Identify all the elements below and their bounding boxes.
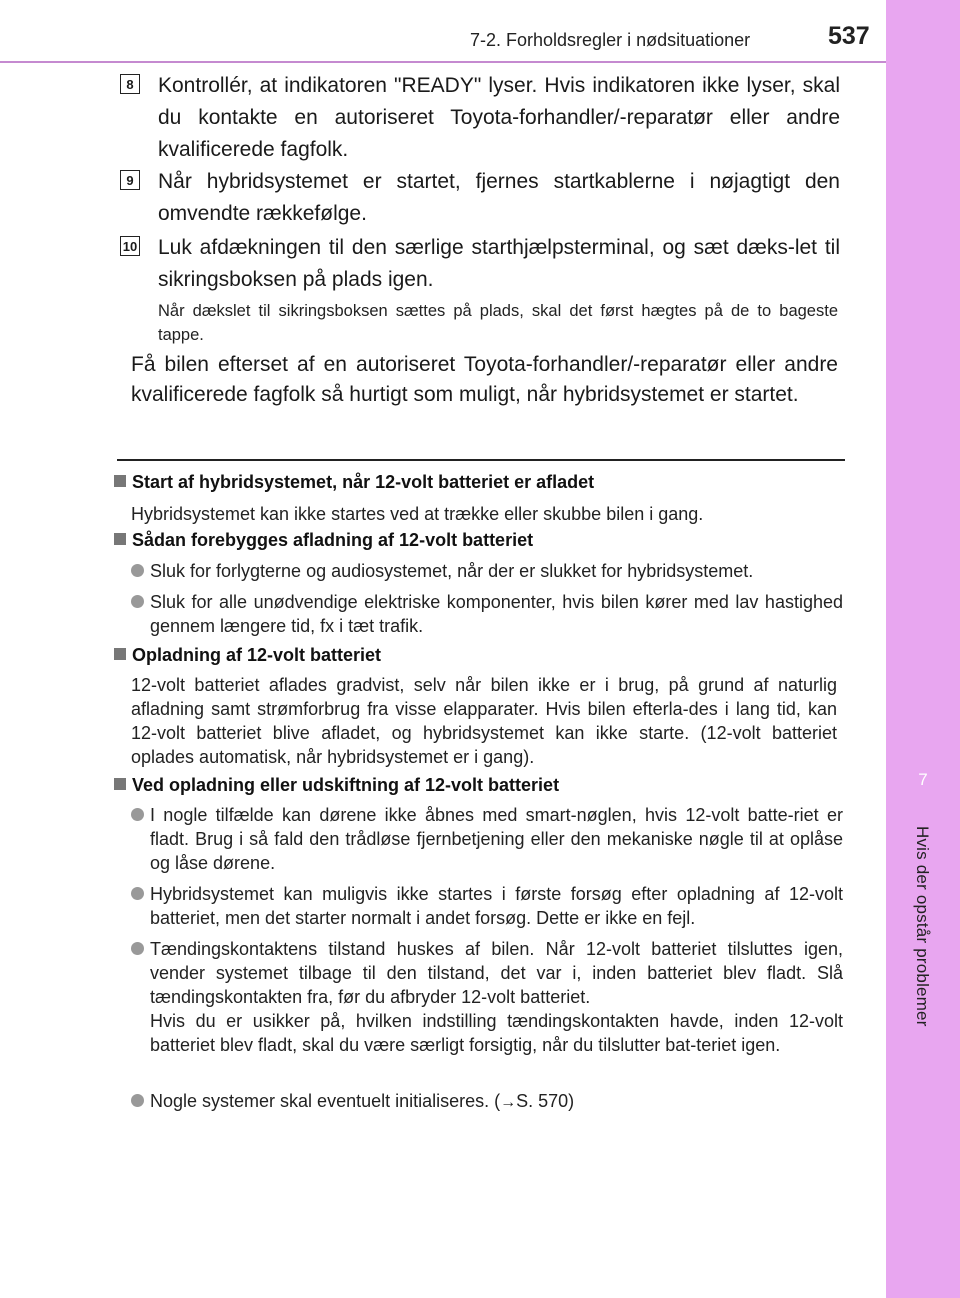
list-item xyxy=(131,803,843,875)
step-10 xyxy=(120,232,840,296)
section-body: Hybridsystemet kan ikke startes ved at trække eller skubbe bilen i gang. xyxy=(131,504,704,524)
chapter-number: 7 xyxy=(918,770,928,789)
square-bullet-icon xyxy=(114,648,126,660)
step-9 xyxy=(120,166,840,230)
list-item xyxy=(131,1089,843,1115)
list-item-text: I nogle tilfælde kan dørene ikke åbnes med smart-nøglen, hvis 12-volt batte-riet er fladt. Brug i så fald den trådløse fjernbetjening eller den mekaniske nøgle til at oplåse og låse dørene. xyxy=(150,805,843,873)
list-item xyxy=(131,882,843,930)
section-header: 7-2. Forholdsregler i nødsituationer xyxy=(470,30,751,50)
bullet-dot-icon xyxy=(131,1094,144,1107)
step-text: Når hybridsystemet er startet, fjernes startkablerne i nøjagtigt den omvendte rækkefølge. xyxy=(158,170,840,225)
page-reference: S. 570) xyxy=(516,1091,575,1111)
list-item-text-start: Nogle systemer skal eventuelt initialiseres. ( xyxy=(150,1091,501,1111)
bullet-dot-icon xyxy=(131,887,144,900)
square-bullet-icon xyxy=(114,533,126,545)
bullet-dot-icon xyxy=(131,595,144,608)
section-heading xyxy=(114,775,559,796)
arrow-right-icon: → xyxy=(500,1094,517,1111)
bullet-dot-icon xyxy=(131,942,144,955)
list-item xyxy=(131,590,843,638)
step-8 xyxy=(120,70,840,166)
step-text: Luk afdækningen til den særlige starthjælpsterminal, og sæt dæks-let til sikringsboksen på plads igen. xyxy=(158,236,840,291)
header-rule xyxy=(0,61,886,63)
list-item-text: Hybridsystemet kan muligvis ikke startes i første forsøg efter opladning af 12-volt batteriet, men det starter normalt i andet forsøg. Dette er ikke en fejl. xyxy=(150,884,843,928)
page-number: 537 xyxy=(828,22,870,50)
list-item-text: Sluk for forlygterne og audiosystemet, når der er slukket for hybridsystemet. xyxy=(150,561,754,581)
section-title: Ved opladning eller udskiftning af 12-volt batteriet xyxy=(132,775,560,795)
list-item-text: Sluk for alle unødvendige elektriske komponenter, hvis bilen kører med lav hastighed gennem længere tid, fx i tæt trafik. xyxy=(150,592,843,636)
section-title: Start af hybridsystemet, når 12-volt batteriet er afladet xyxy=(132,472,595,492)
square-bullet-icon xyxy=(114,475,126,487)
step-text: Kontrollér, at indikatoren "READY" lyser. Hvis indikatoren ikke lyser, skal du kontakte en autoriseret Toyota-forhandler/-reparatør eller andre kvalificerede fagfolk. xyxy=(158,74,840,161)
section-heading xyxy=(114,472,594,493)
section-title: Sådan forebygges afladning af 12-volt batteriet xyxy=(132,530,534,550)
list-item xyxy=(131,559,843,583)
section-body: 12-volt batteriet aflades gradvist, selv når bilen ikke er i brug, på grund af naturlig afladning samt strømforbrug fra visse elapparater. Hvis bilen efterla-des i lang tid, kan 12-volt batteriet blive afladet, og hybridsystemet kan ikke starte. (12-volt batteriet oplades automatisk, når hybridsystemet er i gang). xyxy=(131,675,837,767)
section-heading xyxy=(114,530,533,551)
list-item xyxy=(131,937,843,1057)
step-number: 8 xyxy=(120,74,140,94)
list-item-text xyxy=(150,1089,843,1115)
section-divider xyxy=(117,459,845,461)
section-title: Opladning af 12-volt batteriet xyxy=(132,645,382,665)
closing-paragraph: Få bilen efterset af en autoriseret Toyota-forhandler/-reparatør eller andre kvalificerede fagfolk så hurtigt som muligt, når hybridsystemet er startet. xyxy=(131,353,838,406)
square-bullet-icon xyxy=(114,778,126,790)
chapter-title: Hvis der opstår problemer xyxy=(913,826,932,1027)
step-10-note: Når dækslet til sikringsboksen sættes på plads, skal det først hægtes på de to bageste tappe. xyxy=(158,302,838,344)
list-item-continuation: Hvis du er usikker på, hvilken indstilling tændingskontakten havde, inden 12-volt batteriet blev fladt, skal du være særligt forsigtig, når du tilslutter bat-teriet igen. xyxy=(150,1011,843,1055)
list-item-text: Tændingskontaktens tilstand huskes af bilen. Når 12-volt batteriet tilsluttes igen, vender systemet tilbage til den tilstand, det var i, inden batteriet blev fladt. Slå tændingskontakten fra, før du afbryder 12-volt batteriet. xyxy=(150,939,843,1007)
section-heading xyxy=(114,645,381,666)
step-number: 9 xyxy=(120,170,140,190)
bullet-dot-icon xyxy=(131,808,144,821)
step-number: 10 xyxy=(120,236,140,256)
bullet-dot-icon xyxy=(131,564,144,577)
chapter-side-tab xyxy=(886,0,960,1298)
